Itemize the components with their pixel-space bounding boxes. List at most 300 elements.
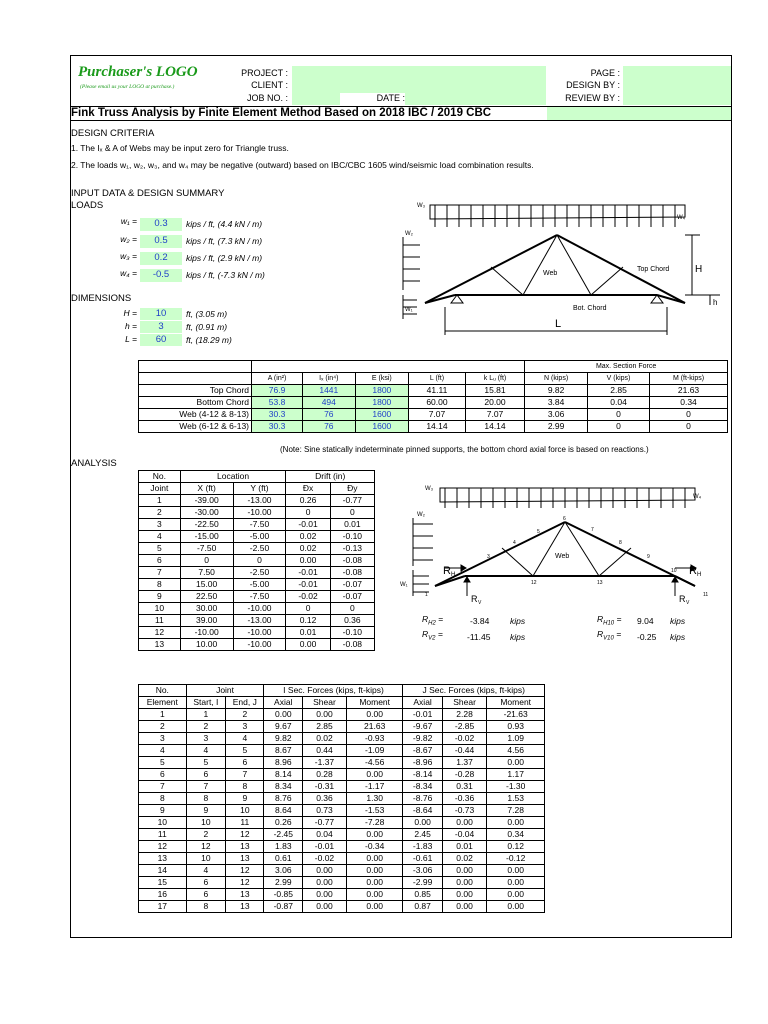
table-cell: 0.00: [403, 817, 442, 829]
table-cell[interactable]: 1600: [355, 421, 409, 433]
table-cell[interactable]: 1800: [355, 397, 409, 409]
table-cell: -10.00: [180, 627, 233, 639]
col-header: Axial: [403, 697, 442, 709]
col-header: Start, I: [186, 697, 226, 709]
table-cell: 9: [226, 793, 264, 805]
table-cell: -0.31: [303, 781, 347, 793]
dim-label: H =: [123, 308, 137, 318]
table-cell: 0.00: [303, 877, 347, 889]
load-input[interactable]: 0.3: [140, 218, 182, 231]
table-cell[interactable]: 76.9: [252, 385, 303, 397]
load-input[interactable]: 0.5: [140, 235, 182, 248]
svg-text:2: 2: [461, 568, 464, 574]
table-cell: 4: [139, 745, 187, 757]
col-header: V (kips): [588, 373, 650, 385]
load-input[interactable]: 0.2: [140, 252, 182, 265]
table-cell: 3.06: [525, 409, 588, 421]
table-cell: -7.50: [233, 591, 286, 603]
table-cell: 10: [226, 805, 264, 817]
table-cell: 10.00: [180, 639, 233, 651]
load-input[interactable]: -0.5: [140, 269, 182, 282]
table-cell: 0.01: [330, 519, 374, 531]
col-header: Joint: [186, 685, 264, 697]
table-cell: 0.00: [303, 901, 347, 913]
col-header: N (kips): [525, 373, 588, 385]
svg-text:10: 10: [671, 568, 677, 574]
table-cell: 0: [180, 555, 233, 567]
table-cell: 13: [226, 853, 264, 865]
table-cell: -9.82: [403, 733, 442, 745]
table-cell: 1.83: [264, 841, 303, 853]
table-cell: -30.00: [180, 507, 233, 519]
table-cell: 2.85: [303, 721, 347, 733]
table-cell: 2.28: [442, 709, 487, 721]
table-cell: 0.00: [286, 639, 330, 651]
col-header: L (ft): [409, 373, 466, 385]
table-cell: 0.00: [487, 877, 545, 889]
table-cell: 9.82: [264, 733, 303, 745]
table-cell: 12: [226, 865, 264, 877]
table-cell: 0.00: [346, 877, 403, 889]
table-row: [139, 519, 375, 531]
svg-text:R: R: [679, 594, 686, 604]
table-cell: -8.96: [403, 757, 442, 769]
table-cell: -8.14: [403, 769, 442, 781]
table-cell[interactable]: 1441: [303, 385, 355, 397]
table-cell: -3.06: [403, 865, 442, 877]
table-cell: 0.31: [442, 781, 487, 793]
table-cell: 7.07: [409, 409, 466, 421]
table-cell: 7.28: [487, 805, 545, 817]
col-header: J Sec. Forces (kips, ft-kips): [403, 685, 545, 697]
table-cell: 0.28: [303, 769, 347, 781]
table-cell: 1: [186, 709, 226, 721]
table-row: [139, 495, 375, 507]
col-header: A (in²): [252, 373, 303, 385]
h-label: h: [713, 298, 718, 307]
table-row: [139, 745, 545, 757]
table-cell: -8.34: [403, 781, 442, 793]
table-cell: -0.07: [330, 579, 374, 591]
table-cell: -15.00: [180, 531, 233, 543]
table-cell: 2: [226, 709, 264, 721]
table-cell: -0.01: [286, 579, 330, 591]
table-row: [139, 853, 545, 865]
table-cell: 0.61: [264, 853, 303, 865]
table-cell: 0.00: [442, 817, 487, 829]
table-cell: 14: [139, 865, 187, 877]
client-label: CLIENT :: [251, 80, 288, 90]
table-cell: 8.64: [264, 805, 303, 817]
table-cell: -1.30: [487, 781, 545, 793]
table-cell: 12: [226, 829, 264, 841]
table-cell: -7.50: [233, 519, 286, 531]
table-cell: 8.76: [264, 793, 303, 805]
table-cell: -1.17: [346, 781, 403, 793]
load-unit: kips / ft, (7.3 kN / m): [186, 236, 263, 246]
table-cell: -0.77: [330, 495, 374, 507]
H-label: H: [695, 264, 703, 275]
table-cell: 5: [186, 757, 226, 769]
table-cell: 0: [286, 507, 330, 519]
table-cell[interactable]: 1800: [355, 385, 409, 397]
table-cell: 0.00: [346, 709, 403, 721]
reaction-value: -3.84: [470, 616, 490, 626]
table-cell: 12: [139, 627, 181, 639]
table-cell: 0.00: [303, 709, 347, 721]
svg-text:7: 7: [591, 527, 594, 533]
table-cell: -0.77: [303, 817, 347, 829]
table-cell: -0.73: [442, 805, 487, 817]
table-row: [139, 421, 728, 433]
table-cell: 7: [226, 769, 264, 781]
table-cell[interactable]: 1600: [355, 409, 409, 421]
col-header: Iₓ (in⁴): [303, 373, 355, 385]
table-row: [139, 507, 375, 519]
table-cell: 21.63: [650, 385, 728, 397]
table-row: [139, 591, 375, 603]
table-cell: 11: [226, 817, 264, 829]
reaction-unit: kips: [510, 632, 526, 642]
dim-label: L =: [125, 334, 137, 344]
reaction-label: $R_{V10}$ =: [597, 629, 622, 642]
table-row: [139, 721, 545, 733]
load-label: w₄ =: [120, 268, 137, 278]
top-chord-label: Top Chord: [637, 266, 670, 273]
table-cell: 0.00: [487, 757, 545, 769]
input-heading: INPUT DATA & DESIGN SUMMARY: [71, 188, 225, 199]
reaction-label: $R_{H10}$ =: [597, 614, 622, 627]
table-cell: 0.00: [303, 865, 347, 877]
col-header: E (ksi): [355, 373, 409, 385]
table-cell: 0: [588, 421, 650, 433]
table-cell: 21.63: [346, 721, 403, 733]
table-cell: -0.01: [286, 567, 330, 579]
table-cell: -1.83: [403, 841, 442, 853]
dim-label: h =: [124, 321, 137, 331]
table-cell: 7.50: [180, 567, 233, 579]
table-cell[interactable]: 53.8: [252, 397, 303, 409]
table-cell: -10.00: [233, 603, 286, 615]
svg-text:5: 5: [537, 529, 540, 535]
analysis-heading: ANALYSIS: [71, 458, 117, 469]
svg-text:R: R: [443, 565, 451, 577]
table-cell: 4: [226, 733, 264, 745]
table-cell: 3.06: [264, 865, 303, 877]
table-cell: 0.12: [286, 615, 330, 627]
col-header: Element: [139, 697, 187, 709]
table-row: [139, 639, 375, 651]
table-cell: -22.50: [180, 519, 233, 531]
table-cell: 8: [139, 793, 187, 805]
table-cell: -2.85: [442, 721, 487, 733]
table-cell: -10.00: [233, 627, 286, 639]
table-cell: 0.00: [346, 853, 403, 865]
table-cell: -0.04: [442, 829, 487, 841]
table-cell: 8: [186, 793, 226, 805]
table-cell: 3: [139, 733, 187, 745]
table-cell: 5: [139, 757, 187, 769]
svg-text:11: 11: [703, 592, 709, 598]
svg-text:12: 12: [531, 580, 537, 586]
jobno-label: JOB NO. :: [246, 93, 288, 103]
table-cell[interactable]: 30.3: [252, 409, 303, 421]
svg-text:H: H: [451, 572, 456, 578]
table-cell[interactable]: 76: [303, 421, 355, 433]
table-row: [139, 733, 545, 745]
table-cell: -2.50: [233, 543, 286, 555]
table-cell: 1.30: [346, 793, 403, 805]
table-cell: 1: [139, 495, 181, 507]
table-row: [139, 385, 728, 397]
table-cell: 2.45: [403, 829, 442, 841]
table-cell: 6: [186, 889, 226, 901]
load-unit: kips / ft, (4.4 kN / m): [186, 219, 263, 229]
table-cell: 1: [139, 709, 187, 721]
table-cell: -0.44: [442, 745, 487, 757]
table-cell: -0.01: [286, 519, 330, 531]
col-header: I Sec. Forces (kips, ft-kips): [264, 685, 403, 697]
svg-text:W₃: W₃: [425, 486, 434, 492]
table-row: [139, 397, 728, 409]
row-name: Web (6-12 & 6-13): [139, 421, 252, 433]
table-cell: 0: [286, 603, 330, 615]
table-cell: 7: [186, 781, 226, 793]
table-row: [139, 781, 545, 793]
table-cell: -4.56: [346, 757, 403, 769]
table-cell: 1.09: [487, 733, 545, 745]
table-cell: 0.36: [303, 793, 347, 805]
table-cell: 0.36: [330, 615, 374, 627]
date-label: DATE :: [340, 93, 405, 105]
table-cell: 8: [186, 901, 226, 913]
table-cell: 0.02: [286, 543, 330, 555]
table-row: [139, 793, 545, 805]
table-row: [139, 829, 545, 841]
table-cell: 2.99: [264, 877, 303, 889]
col-header: Moment: [487, 697, 545, 709]
table-cell: -0.01: [303, 841, 347, 853]
table-row: [139, 841, 545, 853]
designby-label: DESIGN BY :: [566, 80, 620, 90]
col-header: End, J: [226, 697, 264, 709]
table-cell: 3.84: [525, 397, 588, 409]
table-cell: -9.67: [403, 721, 442, 733]
table-cell: 20.00: [465, 397, 524, 409]
table-cell: -2.45: [264, 829, 303, 841]
table-cell: 0.00: [286, 555, 330, 567]
table-row: [139, 615, 375, 627]
dim-input[interactable]: 3: [140, 321, 182, 333]
svg-text:6: 6: [563, 516, 566, 522]
table-cell: -21.63: [487, 709, 545, 721]
table-cell: -0.02: [286, 591, 330, 603]
table-cell: 39.00: [180, 615, 233, 627]
col-header: Đy: [330, 483, 374, 495]
table-cell: 0.00: [442, 901, 487, 913]
col-header: Drift (in): [286, 471, 375, 483]
table-cell: 4: [186, 865, 226, 877]
table-cell: 9: [139, 591, 181, 603]
table-cell: 11: [139, 829, 187, 841]
table-row: [139, 865, 545, 877]
table-cell: -0.61: [403, 853, 442, 865]
table-cell: 6: [186, 877, 226, 889]
table-cell: 0: [233, 555, 286, 567]
table-cell: 1.17: [487, 769, 545, 781]
svg-text:9: 9: [647, 554, 650, 560]
table-cell[interactable]: 494: [303, 397, 355, 409]
truss-diagram-input: [395, 195, 725, 345]
table-cell: 0.04: [588, 397, 650, 409]
svg-text:13: 13: [597, 580, 603, 586]
svg-text:8: 8: [619, 540, 622, 546]
w3-label: W₃: [417, 203, 426, 209]
table-cell: 10: [186, 817, 226, 829]
criteria-heading: DESIGN CRITERIA: [71, 128, 155, 139]
col-header: k Lᵤ (ft): [465, 373, 524, 385]
table-cell: -5.00: [233, 531, 286, 543]
load-unit: kips / ft, (-7.3 kN / m): [186, 270, 265, 280]
table-cell: 2: [186, 829, 226, 841]
svg-text:H: H: [697, 572, 702, 578]
table-cell: 0.26: [286, 495, 330, 507]
reaction-label: $R_{H2}$ =: [422, 614, 444, 627]
table-cell: 7: [139, 567, 181, 579]
loads-heading: LOADS: [71, 200, 104, 211]
load-arrows-top: [435, 205, 675, 227]
table-cell: 8: [139, 579, 181, 591]
row-name: Bottom Chord: [139, 397, 252, 409]
table-cell: 12: [139, 841, 187, 853]
col-header: M (ft-kips): [650, 373, 728, 385]
table-cell[interactable]: 30.3: [252, 421, 303, 433]
load-unit: kips / ft, (2.9 kN / m): [186, 253, 263, 263]
table-cell[interactable]: 76: [303, 409, 355, 421]
load-label: w₂ =: [120, 234, 137, 244]
table-row: [139, 817, 545, 829]
table-cell: 0: [650, 409, 728, 421]
table-cell: 60.00: [409, 397, 466, 409]
table-cell: 15: [139, 877, 187, 889]
table-cell: 0: [588, 409, 650, 421]
table-cell: 0.01: [442, 841, 487, 853]
logo-note: (Please email us your LOGO at purchase.): [80, 84, 175, 90]
table-cell: 7.07: [465, 409, 524, 421]
table-cell: 10: [139, 603, 181, 615]
table-cell: -0.28: [442, 769, 487, 781]
table-row: [139, 579, 375, 591]
svg-text:R: R: [689, 565, 697, 577]
table-row: [139, 889, 545, 901]
table-cell: -0.93: [346, 733, 403, 745]
dims-heading: DIMENSIONS: [71, 293, 132, 304]
purchaser-logo: Purchaser's LOGO: [78, 64, 198, 80]
table-cell: -0.34: [346, 841, 403, 853]
table-cell: -0.10: [330, 627, 374, 639]
table-cell: 0.00: [346, 889, 403, 901]
table-cell: 0.00: [264, 709, 303, 721]
reaction-unit: kips: [670, 632, 686, 642]
table-cell: 3: [186, 733, 226, 745]
table-cell: -2.50: [233, 567, 286, 579]
table-cell: 0.01: [286, 627, 330, 639]
page-field[interactable]: [623, 66, 731, 105]
reaction-value: 9.04: [637, 616, 654, 626]
table-cell: -0.08: [330, 567, 374, 579]
table-cell: 0.00: [346, 865, 403, 877]
project-label: PROJECT :: [241, 68, 288, 78]
load-label: w₁ =: [120, 216, 137, 226]
table-cell: 0.87: [403, 901, 442, 913]
table-cell: -0.10: [330, 531, 374, 543]
col-header: No.: [139, 471, 181, 483]
table-cell: 2: [139, 507, 181, 519]
table-cell: 9.82: [525, 385, 588, 397]
reaction-unit: kips: [670, 616, 686, 626]
table-row: [139, 769, 545, 781]
L-label: L: [555, 318, 562, 330]
svg-text:V: V: [478, 600, 482, 606]
w2-label: W₂: [405, 231, 413, 237]
table-cell: 0.00: [442, 889, 487, 901]
table-cell: 11: [139, 615, 181, 627]
table-cell: 8.14: [264, 769, 303, 781]
table-cell: 15.81: [465, 385, 524, 397]
reaction-value: -11.45: [467, 632, 491, 642]
table-cell: -0.08: [330, 639, 374, 651]
table-cell: 0.00: [487, 817, 545, 829]
col-header: Shear: [303, 697, 347, 709]
table-cell: 10: [139, 817, 187, 829]
table-cell: 13: [226, 841, 264, 853]
table-cell: 10: [186, 853, 226, 865]
web-label: Web: [543, 270, 558, 277]
table-row: [139, 627, 375, 639]
table-cell: 4: [186, 745, 226, 757]
table-cell: 0.00: [442, 877, 487, 889]
table-cell: 0.73: [303, 805, 347, 817]
svg-text:R: R: [471, 594, 478, 604]
table-cell: 17: [139, 901, 187, 913]
reaction-label: $R_{V2}$ =: [422, 629, 443, 642]
table-cell: -13.00: [233, 495, 286, 507]
table-cell: 2: [139, 721, 187, 733]
table-cell: 22.50: [180, 591, 233, 603]
table-cell: 1.37: [442, 757, 487, 769]
dim-input[interactable]: 10: [140, 308, 182, 320]
table-cell: 0.02: [442, 853, 487, 865]
table-cell: 0.04: [303, 829, 347, 841]
table-cell: 0.85: [403, 889, 442, 901]
svg-text:Web: Web: [555, 553, 570, 560]
table-cell: -0.36: [442, 793, 487, 805]
project-field[interactable]: [292, 66, 546, 105]
table-cell: 0.00: [346, 769, 403, 781]
table-cell: 0.44: [303, 745, 347, 757]
svg-text:1: 1: [425, 592, 428, 598]
table-cell: -0.87: [264, 901, 303, 913]
table-cell: 0.00: [303, 889, 347, 901]
table-row: [139, 709, 545, 721]
table-cell: 0: [330, 603, 374, 615]
svg-text:W₁: W₁: [400, 582, 408, 588]
table-cell: 6: [226, 757, 264, 769]
table-row: [139, 757, 545, 769]
table-cell: -5.00: [233, 579, 286, 591]
dim-input[interactable]: 60: [140, 334, 182, 346]
table-cell: -0.08: [330, 555, 374, 567]
